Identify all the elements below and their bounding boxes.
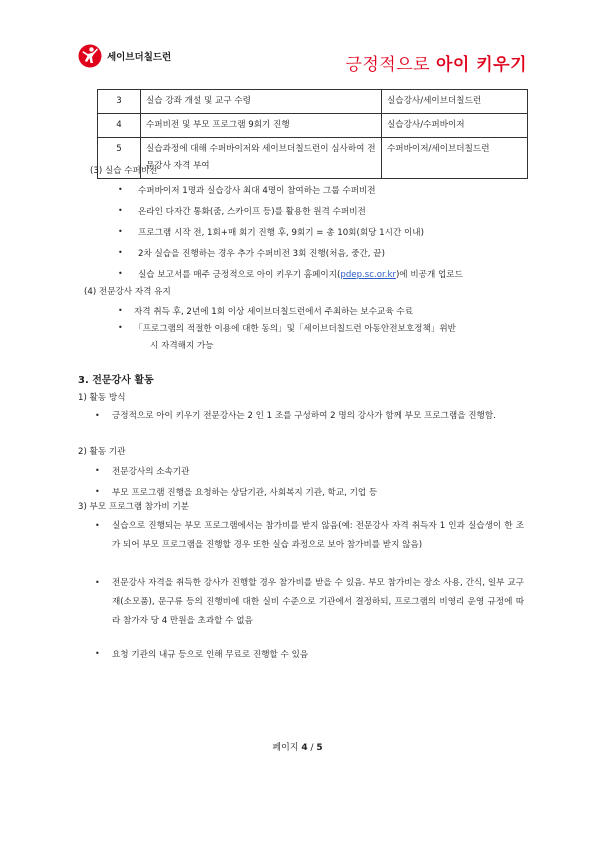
subsection-title: 3) 부모 프로그램 참가비 기분 bbox=[78, 502, 190, 512]
list-item-text: 실습 보고서를 매주 긍정적으로 아이 키우기 홈페이지( bbox=[138, 270, 341, 280]
bullet-icon: • bbox=[118, 227, 123, 236]
page-current: 4 bbox=[301, 743, 308, 753]
bullet-icon: • bbox=[95, 411, 100, 420]
list-item: 요청 기관의 내규 등으로 인해 무료로 진행할 수 있음 bbox=[112, 650, 309, 660]
list-item: 실습으로 진행되는 부모 프로그램에서는 참가비를 받지 않음(예: 전문강사 자격 취득자 1 인과 실습생이 한 조가 되어 부모 프로그램을 진행할 경우 또한 실습 과정으로 보아 참가비를 받지 않음) bbox=[112, 521, 524, 550]
bullet-icon: • bbox=[95, 578, 100, 587]
bullet-icon: • bbox=[95, 649, 100, 658]
program-slogan bbox=[345, 50, 527, 75]
bullet-icon: • bbox=[118, 185, 123, 194]
bullet-icon: • bbox=[118, 206, 123, 215]
bullet-icon: • bbox=[118, 248, 123, 257]
subsection-title: 2) 활동 기관 bbox=[78, 447, 126, 457]
subsection-title: 1) 활동 방식 bbox=[78, 393, 126, 403]
save-the-children-emblem-icon bbox=[78, 44, 102, 68]
table-cell-role: 실습강사/수퍼바이저 bbox=[382, 114, 528, 138]
bullet-icon: • bbox=[118, 323, 123, 332]
table-cell-role: 실습강사/세이브더칠드런 bbox=[382, 90, 528, 114]
list-item: 「프로그램의 적절한 이용에 대한 동의」및「세이브더칠드런 아동안전보호정책」위반 bbox=[134, 324, 456, 334]
page-number bbox=[0, 740, 595, 753]
page-separator: / bbox=[307, 743, 317, 753]
list-item: 긍정적으로 아이 키우기 전문강사는 2 인 1 조를 구성하여 2 명의 강사가 함께 부모 프로그램을 진행함. bbox=[112, 411, 496, 421]
list-item: 전문강사 자격을 취득한 강사가 진행할 경우 참가비를 받을 수 있음. 부모 참가비는 장소 사용, 간식, 일부 교구재(소모품), 문구류 등의 진행비에 대한 실비 수준으로 기관에서 결정하되, 프로그램의 비영리 운영 규정에 따라 참가자 당 4 만원을 초과할 수 없음 bbox=[112, 578, 524, 626]
table-row bbox=[98, 90, 528, 114]
table-cell-num: 3 bbox=[98, 90, 141, 114]
bullet-icon: • bbox=[95, 466, 100, 475]
slogan-part2: 아이 키우기 bbox=[435, 55, 527, 75]
table-cell-role: 수퍼바이저/세이브더칠드런 bbox=[382, 138, 528, 179]
section-heading: 3. 전문강사 활동 bbox=[78, 375, 154, 386]
list-item-text: )에 비공개 업로드 bbox=[395, 270, 463, 280]
table-cell-desc: 실습과정에 대해 수퍼바이저와 세이브더칠드런이 심사하여 전문강사 자격 부여 bbox=[141, 138, 382, 179]
list-item-continuation: 시 자격해지 가능 bbox=[150, 341, 214, 351]
slogan-part1: 긍정적으로 bbox=[345, 55, 436, 75]
list-item: 전문강사의 소속기관 bbox=[112, 467, 190, 477]
list-item: 부모 프로그램 진행을 요청하는 상담기관, 사회복지 기관, 학교, 기업 등 bbox=[112, 488, 378, 498]
homepage-link[interactable]: pdep.sc.or.kr bbox=[340, 270, 396, 280]
section-title-supervision: (3) 실습 수퍼비전 bbox=[90, 166, 158, 176]
list-item: 수퍼바이저 1명과 실습강사 최대 4명이 참여하는 그룹 수퍼비전 bbox=[138, 186, 376, 196]
page-label: 페이지 bbox=[272, 743, 302, 753]
table-cell-num: 5 bbox=[98, 138, 141, 179]
bullet-icon: • bbox=[95, 521, 100, 530]
bullet-icon: • bbox=[118, 306, 123, 315]
table-cell-desc: 수퍼비전 및 부모 프로그램 9회기 진행 bbox=[141, 114, 382, 138]
process-table bbox=[97, 89, 528, 179]
list-item: 2차 실습을 진행하는 경우 추가 수퍼비전 3회 진행(처음, 중간, 끝) bbox=[138, 249, 385, 259]
save-the-children-logo bbox=[78, 44, 171, 68]
table-cell-num: 4 bbox=[98, 114, 141, 138]
list-item: 자격 취득 후, 2년에 1회 이상 세이브더칠드런에서 주최하는 보수교육 수료 bbox=[134, 307, 413, 317]
list-item bbox=[138, 268, 463, 280]
list-item: 온라인 다자간 통화(줌, 스카이프 등)를 활용한 원격 수퍼비전 bbox=[138, 207, 366, 217]
section-title-qualification: (4) 전문강사 자격 유지 bbox=[84, 287, 171, 297]
bullet-icon: • bbox=[118, 269, 123, 278]
table-cell-desc: 실습 강좌 개설 및 교구 수령 bbox=[141, 90, 382, 114]
bullet-icon: • bbox=[95, 487, 100, 496]
table-row bbox=[98, 114, 528, 138]
list-item: 프로그램 시작 전, 1회+매 회기 진행 후, 9회기 = 총 10회(회당 1시간 이내) bbox=[138, 228, 424, 238]
table-row bbox=[98, 138, 528, 179]
page-total: 5 bbox=[316, 743, 323, 753]
logo-text: 세이브더칠드런 bbox=[107, 52, 172, 63]
